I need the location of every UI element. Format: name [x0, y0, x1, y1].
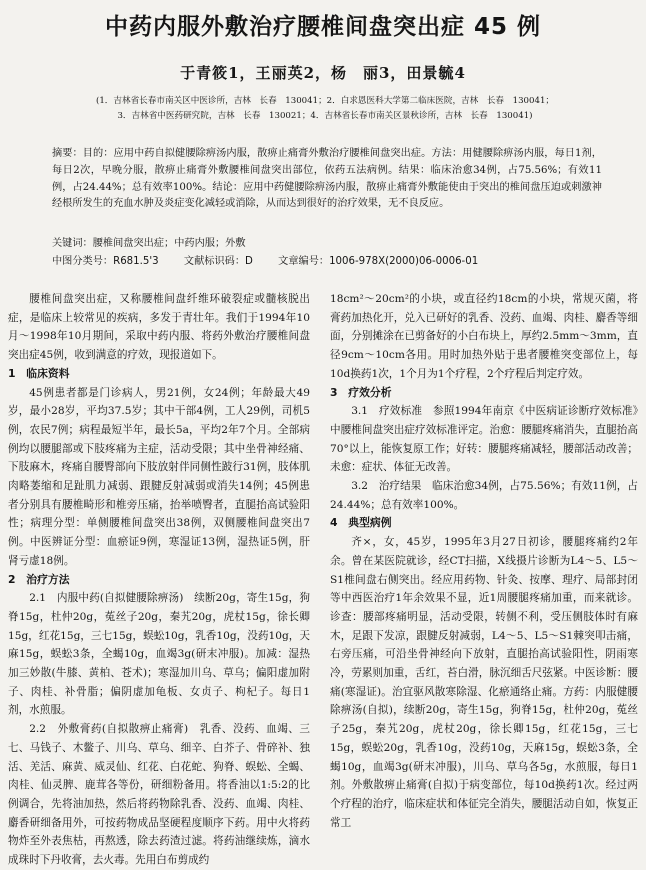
section-heading: 4 典型病例 [330, 516, 392, 530]
body-paragraph: 3.1 疗效标准 参照1994年南京《中医病证诊断疗效标准》中腰椎间盘突出症疗效标准评定。治愈：腰腿疼痛消失，直腿抬高70°以上，能恢复原工作；好转：腰腿疼痛减轻，腰部活动改善；未愈：症状、体征无改善。 [330, 405, 638, 474]
body-paragraph: 2.2 外敷膏药(自拟散痹止痛膏) 乳香、没药、血竭、三七、马钱子、木鳖子、川乌、草乌、细辛、白芥子、骨碎补、独活、羌活、麻黄、威灵仙、红花、白花蛇、狗脊、蜈蚣、全蝎、肉桂、仙灵脾、鹿茸各等份，研细粉备用。将香油以1:5:2的比例调合，先将油加热，然后将药物除乳香、没药、血竭、肉桂、麝香研细备用外，可按药物成品坚硬程度顺序下药。用中火将药物炸至外表焦枯，再熬透，除去药渣过滤。将药油继续炼，滴水成珠时下丹收膏，去火毒。先用白布剪成约 [8, 723, 310, 867]
affiliation-line: (1．吉林省长春市南关区中医诊所，吉林 长春 130041；2．白求恩医科大学第二临床医院，吉林 长春 130041； [95, 96, 555, 106]
keywords: 关键词：腰椎间盘突出症；中药内服；外敷 [52, 238, 246, 249]
affiliation-line: 3．吉林省中医药研究院，吉林 长春 130021；4．吉林省长春市南关区景秋诊所，吉林 长春 130041) [117, 111, 533, 121]
left-column [8, 290, 310, 870]
abstract: 摘要：目的：应用中药自拟健腰除痹汤内服，散痹止痛膏外敷治疗腰椎间盘突出症。方法：用健腰除痹汤内服，每日1剂，每日2次，早晚分服，散痹止痛膏外敷腰椎间盘突出部位，依药五法病例。结果：临床治愈34例，占75.56%；有效11例，占24.44%；总有效率100%。结论：应用中药健腰除痹汤内服，散痹止痛膏外敷能使由于突出的椎间盘压迫或刺激神经根所发生的充血水肿及炎症变化减轻或消除，从而达到很好的治疗效果，无不良反应。 [52, 148, 602, 210]
body-paragraph: 45例患者都是门诊病人，男21例，女24例；年龄最大49岁，最小28岁，平均37.5岁；其中干部4例，工人29例，司机5例，农民7例；病程最短半年，最长5a，平均2年7个月。全部病例均以腰腿部或下肢疼痛为主症，活动受限；其中坐骨神经痛、下肢麻木，疼痛自腰臀部向下肢放射伴同侧性跛行31例，肢体肌肉略萎缩和足趾肌力减弱、跟腱反射减弱或消失14例；45例患者分别具有腰椎畸形和椎旁压痛，抬举喷臀者，直腿抬高试验阳性；病理分型：单侧腰椎间盘突出38例，双侧腰椎间盘突出7例。中医辨证分型：血瘀证9例，寒湿证13例，湿热证5例，肝肾亏虚18例。 [8, 386, 310, 567]
right-column [330, 290, 638, 832]
body-paragraph: 齐×，女，45岁，1995年3月27日初诊，腰腿疼痛约2年余。曾在某医院就诊，经CT扫描，X线摄片诊断为L4～5、L5～S1椎间盘右侧突出。经应用药物、针灸、按摩、理疗、局部封闭等中西医治疗1年余效果不显，近1周腰腿疼痛加重，而来就诊。诊查：腰部疼痛明显，活动受限，转侧不利，受压侧肢体时有麻木，足跟下发凉，跟腱反射减弱，L4～5、L5～S1棘突叩击痛，右旁压痛，可沿坐骨神经向下放射，直腿抬高试验阳性，阴雨寒冷，劳累则加重，舌红，苔白滑，脉沉细舌尺弦紧。中医诊断：腰痛(寒湿证)。治宜驱风散寒除湿、化瘀通络止痛。方药：内服健腰除痹汤(自拟)，续断20g，寄生15g，狗脊15g，杜仲20g，菟丝子25g，秦艽20g，虎杖20g，徐长卿15g，红花15g，三七15g，蜈蚣20g，乳香10g，没药10g，天麻15g，蜈蚣3条，全蝎10g，血竭3g(研末冲服)，川乌、草乌各5g，水煎服，每日1剂。外敷散痹止痛膏(自拟)于病变部位，每10d换药1次。经过两个疗程的治疗，临床症状和体征完全消失，腰腿活动自如，恢复正常工 [330, 536, 638, 829]
section-heading: 3 疗效分析 [330, 385, 392, 399]
body-paragraph: 2.1 内服中药(自拟健腰除痹汤) 续断20g，寄生15g，狗脊15g，杜仲20g，菟丝子20g，秦艽20g，虎杖15g，徐长卿15g，红花15g，三七15g，蜈蚣10g，乳香10g，没药10g，天麻15g，蜈蚣3条，全蝎10g，血竭3g(研末冲服)。加减：湿热加三妙散(牛膝、黄柏、苍术)；寒湿加川乌、草乌；偏阳虚加附子、肉桂、补骨脂；偏阴虚加龟板、女贞子、枸杞子。每日1剂，水煎服。 [8, 592, 310, 717]
section-heading: 2 治疗方法 [8, 572, 70, 586]
body-paragraph: 3.2 治疗结果 临床治愈34例，占75.56%；有效11例，占24.44%；总有效率100%。 [330, 480, 638, 511]
affiliations [40, 94, 610, 124]
article-id: 文章编号：1006-978X(2000)06-0006-01 [278, 256, 479, 267]
clc-number: 中图分类号：R681.5'3 [52, 256, 159, 267]
document-code: 文献标识码：D [183, 256, 253, 267]
paper-title: 中药内服外敷治疗腰椎间盘突出症 45 例 [104, 14, 542, 40]
author-list: 于青筱1，王丽英2，杨 丽3，田景毓4 [180, 64, 466, 82]
classification-line [52, 254, 612, 270]
body-paragraph: 腰椎间盘突出症，又称腰椎间盘纤维环破裂症或髓核脱出症，是临床上较常见的疾病，多发于青壮年。我们于1994年10月～1998年10月期间，采取中药内服、将药外敷治疗腰椎间盘突出症45例，收到满意的疗效，现报道如下。 [8, 293, 310, 362]
section-heading: 1 临床资料 [8, 366, 70, 380]
body-paragraph: 18cm²～20cm²的小块，或直径约18cm的小块，常规灭菌，将膏药加热化开，兑入已研好的乳香、没药、血竭、肉桂、麝香等细面，分别摊涂在已剪备好的小白布块上，厚约2.5mm～3mm，直径9cm～10cm各用。用时加热外贴于患者腰椎突变部位上，每10d换药1次，1个月为1个疗程，2个疗程后判定疗效。 [330, 293, 638, 380]
